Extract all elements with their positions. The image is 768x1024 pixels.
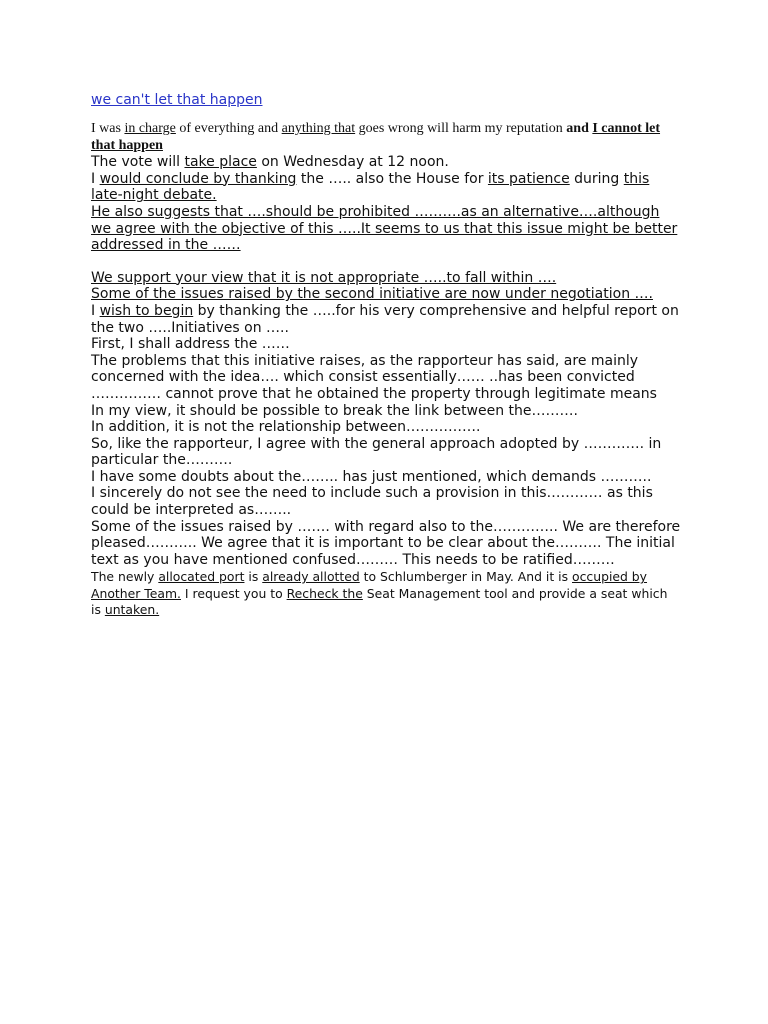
underlined-text: anything that	[281, 121, 356, 136]
paragraph-addition: In addition, it is not the relationship between…………….	[91, 419, 481, 436]
underlined-text: wish to begin	[99, 302, 194, 319]
document-body	[91, 121, 681, 618]
text-run: I was	[91, 121, 125, 136]
underlined-text: occupied by Another Team.	[91, 569, 648, 601]
text-run: to Schlumberger in May. And it is	[359, 569, 573, 585]
paragraph-problems: The problems that this initiative raises, as the rapporteur has said, are mainly concerned with the idea…. which consist essentially…… ..has been convicted …………… cannot prove that he obtained the property through legitimate means	[91, 352, 657, 402]
paragraph-issues: Some of the issues raised by ……. with regard also to the………….. We are therefore pleased……….. We agree that it is important to be clear about the………. The initial text as you have mentioned confused……… This needs to be ratified………	[91, 518, 681, 568]
text-run: I request you to	[180, 585, 287, 601]
underlined-text: this late-night debate.	[91, 170, 650, 204]
paragraph-begin	[91, 303, 681, 336]
paragraph-address: First, I shall address the ……	[91, 336, 290, 353]
paragraph-suggests: He also suggests that ….should be prohibited ……….as an alternative….although we agree with the objective of this …..It seems to us that this issue might be better addressed in the ……	[91, 203, 678, 254]
underlined-text: untaken.	[104, 601, 160, 617]
paragraph-provision: I sincerely do not see the need to include such a provision in this………… as this could be interpreted as……..	[91, 485, 653, 519]
underlined-text: take place	[184, 154, 257, 171]
text-run: The newly	[91, 569, 159, 585]
title-link[interactable]: we can't let that happen	[91, 92, 263, 108]
bold-underlined-text: I cannot let that happen	[91, 121, 661, 153]
paragraph-negotiation: Some of the issues raised by the second initiative are now under negotiation ….	[91, 286, 653, 303]
paragraph-vote	[91, 154, 681, 171]
text-run: goes wrong will harm my reputation	[355, 121, 567, 136]
text-run: on Wednesday at 12 noon.	[256, 154, 449, 171]
text-run: is	[244, 569, 263, 585]
text-run: I	[91, 302, 100, 319]
blank-line	[91, 254, 681, 270]
text-run: of everything and	[175, 121, 282, 136]
underlined-text: would conclude by thanking	[99, 170, 297, 187]
paragraph-rapporteur: So, like the rapporteur, I agree with the general approach adopted by …………. in particular the……….	[91, 435, 662, 469]
underlined-text: allocated port	[158, 569, 245, 585]
underlined-text: Recheck the	[286, 585, 363, 601]
paragraph-conclude	[91, 171, 681, 204]
bold-text: and	[566, 121, 593, 136]
text-run: by thanking the …..for his very comprehensive and helpful report on the two …..Initiatives on …..	[91, 302, 679, 336]
text-run: The vote will	[91, 154, 185, 171]
paragraph-doubts: I have some doubts about the…….. has just mentioned, which demands ………..	[91, 468, 652, 485]
text-run: I	[91, 170, 100, 187]
text-run: during	[569, 170, 624, 187]
paragraph-support-view: We support your view that it is not appropriate …..to fall within ….	[91, 269, 557, 286]
text-run: Seat Management tool and provide a seat which is	[91, 585, 668, 617]
paragraph-view: In my view, it should be possible to break the link between the……….	[91, 402, 578, 419]
paragraph-allocated-port	[91, 569, 681, 618]
paragraph-reputation	[91, 121, 681, 154]
underlined-text: in charge	[124, 121, 176, 136]
text-run: the ….. also the House for	[296, 170, 488, 187]
underlined-text: its patience	[487, 170, 570, 187]
underlined-text: already allotted	[262, 569, 360, 585]
